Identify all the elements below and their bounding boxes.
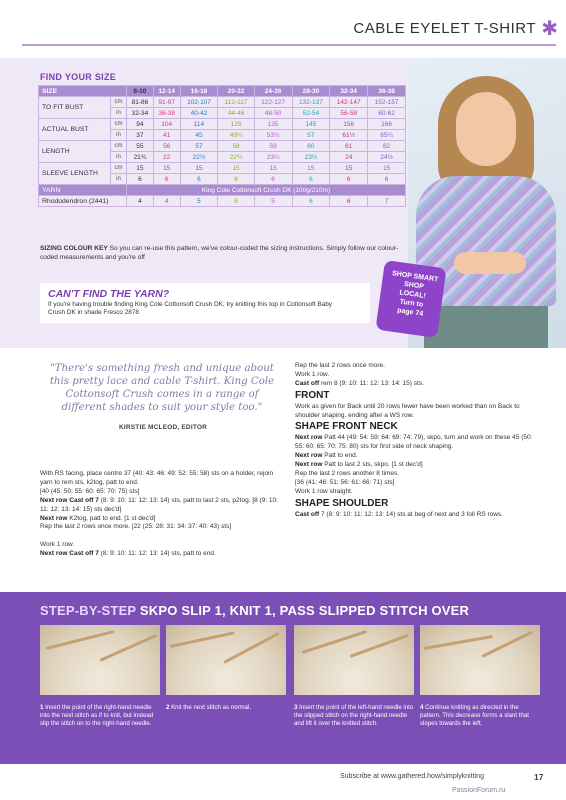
value-cell: 94 [127,119,154,130]
value-cell: 81-86 [127,97,154,108]
value-cell: 125 [218,119,254,130]
pattern-text: Next row Patt 44 (49: 54: 59: 64: 69: 74: 79), skpo, turn and work on these 45 (50: 55: 60: 65: 70: 75: 80) sts for first side of neck shaping. [295,434,533,451]
instruction-label: Next row Cast off 7 [40,550,99,558]
front-heading: FRONT [295,389,330,401]
needle-left [46,630,115,650]
instruction-label: Next row [295,434,323,442]
pattern-text: Rep the last 2 rows once more. [295,362,385,369]
step-photo [166,625,286,695]
step-photo [294,625,414,695]
find-your-size-heading: FIND YOUR SIZE [40,72,117,82]
size-header-row [39,86,406,97]
value-cell: 48-50 [254,108,292,119]
watermark: PassionForum.ru [452,787,506,794]
pattern-text: Work 1 row. [295,370,330,378]
size-cell: 36-38 [368,86,406,97]
value-cell: 15 [330,163,368,174]
pattern-text: Next row Cast off 7 (8: 9: 10: 11: 12: 13: 14) sts, patt to last 2 sts, p2tog. [8 (9: 10: 11: 12: 13: 14: 15) sts dec'd] [40,496,278,513]
shape-shoulder-heading: SHAPE SHOULDER [295,497,389,509]
pattern-left-column [40,470,280,559]
value-cell: 22 [153,152,180,163]
header-divider [22,44,556,46]
pattern-text: Cast off 7 (8: 9: 10: 11: 12: 13: 14) sts at beg of next and 3 foll RS rows. [295,510,503,518]
size-cell: 28-30 [292,86,330,97]
value-cell: 22¾ [218,152,254,163]
model-jeans [424,306,548,348]
value-cell: 15 [153,163,180,174]
step-by-step-title [40,603,469,618]
skpo-title: SKPO SLIP 1, KNIT 1, PASS SLIPPED STITCH OVER [136,603,470,618]
table-row [39,163,406,174]
step-photo [420,625,540,695]
row-label: TO FIT BUST [39,97,111,119]
value-cell: 142-147 [330,97,368,108]
quote-author: KIRSTIE MCLEOD, EDITOR [118,424,208,431]
size-cell: 32-34 [330,86,368,97]
value-cell: 23½ [292,152,330,163]
size-cell: 24-26 [254,86,292,97]
step-caption: 1 Insert the point of the right-hand needle into the next stitch as if to knit, but instead slip the stitch on to the right-hand needle. [40,704,154,727]
size-cell: 20-22 [218,86,254,97]
pattern-text: Next row Patt to end. [295,452,358,460]
pattern-text: Rep the last 2 rows another 8 times. [295,469,400,477]
pattern-right-column [295,362,535,520]
size-cell: 8-10 [127,86,154,97]
pattern-text: Next row Cast off 7 (8: 9: 10: 11: 12: 13: 14) sts, patt to end. [40,550,216,558]
value-cell: 104 [153,119,180,130]
needle-left [170,631,235,648]
pattern-text: Next row Patt to last 2 sts, skpo. [1 st dec'd] [295,461,423,469]
step-caption: 4 Continue knitting as directed in the pattern. This decrease forms a slant that slopes towards the left. [420,704,529,727]
value-cell: 62 [368,141,406,152]
value-cell: 6 [330,196,368,207]
tag-line: SHOP SMART [391,270,439,284]
value-cell: 132-137 [292,97,330,108]
value-cell: 23¼ [254,152,292,163]
page-number: 17 [534,772,544,782]
tag-line: SHOP [403,280,425,291]
value-cell: 53¼ [254,130,292,141]
value-cell: 166 [368,119,406,130]
page-title: CABLE EYELET T-SHIRT [353,20,536,37]
editor-quote: "There's something fresh and unique about this pretty lace and cable T-shirt. King Cole Cottonsoft Crush comes in a range of different shades to suit your style too." [49,363,275,413]
value-cell: 24 [330,152,368,163]
value-cell: 6 [153,174,180,185]
pattern-text: Work 1 row. [40,541,75,549]
value-cell: 6 [330,174,368,185]
sizing-key-label: SIZING COLOUR KEY [40,245,108,252]
unit-cell: cm [111,141,127,152]
model-arms [454,252,526,274]
step-photo [40,625,160,695]
value-cell: 112-117 [218,97,254,108]
value-cell: 21¾ [127,152,154,163]
value-cell: 15 [292,163,330,174]
value-cell: 44-46 [218,108,254,119]
value-cell: 5 [218,196,254,207]
value-cell: 135 [254,119,292,130]
pattern-text: Work as given for Back until 20 rows fewer have been worked than on Back to shoulder shaping, ending after a WS row. [295,402,520,419]
value-cell: 6 [292,196,330,207]
value-cell: 56 [153,141,180,152]
pattern-text: [36 (41: 46: 51: 56: 61: 66: 71) sts] [295,478,395,486]
needle-left [424,635,493,650]
value-cell: 102-107 [180,97,218,108]
instruction-label: Next row [40,514,68,522]
step-by-step-label: STEP-BY-STEP [40,603,137,618]
pattern-text: Cast off rem 8 (9: 10: 11: 12: 13: 14: 15) sts. [295,379,424,387]
pattern-text: Rep the last 2 rows once more. [22 (25: 28: 31: 34: 37: 40: 43) sts] [40,523,232,531]
value-cell: 152-157 [368,97,406,108]
pattern-text: Work 1 row straight. [295,487,353,495]
pattern-text: With RS facing, place centre 37 (40: 43: 46: 49: 52: 55: 58) sts on a holder, rejoin yarn to rem sts, k2tog, patt to end. [40,470,274,486]
value-cell: 114 [180,119,218,130]
step-caption: 2 Knit the next stitch as normal. [166,704,252,711]
value-cell: 91-97 [153,97,180,108]
size-label: SIZE [39,86,127,97]
unit-cell: in [111,174,127,185]
value-cell: 22½ [180,152,218,163]
value-cell: 61½ [330,130,368,141]
unit-cell: cm [111,163,127,174]
table-row [39,141,406,152]
value-cell: 6 [254,174,292,185]
shade-row [39,196,406,207]
value-cell: 156 [330,119,368,130]
value-cell: 6 [218,174,254,185]
tag-line: page 74 [396,307,424,318]
instruction-label: Cast off [295,510,320,518]
step-caption: 3 Insert the point of the left-hand needle into the slipped stitch on the right-hand needle and lift it over the knitted stitch. [294,704,414,727]
shape-front-neck-heading: SHAPE FRONT NECK [295,421,398,433]
value-cell: 24½ [368,152,406,163]
row-label: SLEEVE LENGTH [39,163,111,185]
step-number: 4 [420,704,424,711]
table-row [39,119,406,130]
value-cell: 58 [218,141,254,152]
value-cell: 65¼ [368,130,406,141]
instruction-label: Next row [295,452,323,460]
value-cell: 45 [180,130,218,141]
cant-find-heading: CAN'T FIND THE YARN? [48,288,170,300]
instruction-label: Cast off [295,379,320,387]
value-cell: 60 [292,141,330,152]
pattern-text: [40 (45: 50: 55: 60: 65: 70: 75) sts] [40,487,140,495]
subscribe-link[interactable]: Subscribe at www.gathered.how/simplyknitting [340,773,484,780]
size-cell: 12-14 [153,86,180,97]
value-cell: 60-62 [368,108,406,119]
step-by-step-panel [0,592,566,764]
page-header [0,0,566,48]
pattern-text: Next row K2tog, patt to end. [1 st dec'd] [40,514,156,522]
value-cell: 52-54 [292,108,330,119]
value-cell: 4 [153,196,180,207]
value-cell: 7 [368,196,406,207]
needle-right [223,632,279,664]
unit-cell: in [111,130,127,141]
instruction-label: Next row [295,461,323,469]
value-cell: 57 [180,141,218,152]
step-number: 1 [40,704,44,711]
tag-line: Turn to [399,298,424,309]
cant-find-yarn-box [40,283,370,323]
yarn-row [39,185,406,196]
value-cell: 145 [292,119,330,130]
value-cell: 41 [153,130,180,141]
value-cell: 6 [180,174,218,185]
value-cell: 37 [127,130,154,141]
size-table [38,85,406,207]
row-label: ACTUAL BUST [39,119,111,141]
value-cell: 15 [368,163,406,174]
value-cell: 49¼ [218,130,254,141]
value-cell: 61 [330,141,368,152]
unit-cell: cm [111,119,127,130]
unit-cell: in [111,152,127,163]
step-number: 2 [166,704,170,711]
value-cell: 36-38 [153,108,180,119]
value-cell: 15 [180,163,218,174]
unit-cell: cm [111,97,127,108]
sizing-colour-key [40,244,405,262]
value-cell: 40-42 [180,108,218,119]
value-cell: 6 [127,174,154,185]
tag-line: LOCAL! [399,289,427,300]
step-number: 3 [294,704,298,711]
cant-find-text: If you're having trouble finding King Cole Cottonsoft Crush DK, try knitting this top in Cottonsoft Baby Crush DK in shade Fresco 2878 [48,301,332,317]
needle-right [349,634,408,658]
instruction-label: Next row Cast off 7 [40,496,99,504]
value-cell: 122-127 [254,97,292,108]
value-cell: 5 [180,196,218,207]
value-cell: 4 [127,196,154,207]
shop-smart-tag [375,260,446,338]
sizing-key-text: So you can re-use this pattern, we've colour-coded the sizing instructions. Simply follow our colour-coded measurements and you're off [40,245,399,261]
value-cell: 32-34 [127,108,154,119]
yarn-label: YARN [39,185,127,196]
value-cell: 6 [292,174,330,185]
value-cell: 5 [254,196,292,207]
star-icon: ✱ [541,18,558,40]
shade-label: Rhododendron (2441) [39,196,127,207]
row-label: LENGTH [39,141,111,163]
size-cell: 16-18 [180,86,218,97]
value-cell: 6 [368,174,406,185]
value-cell: 55 [127,141,154,152]
value-cell: 15 [218,163,254,174]
unit-cell: in [111,108,127,119]
model-face [456,92,516,166]
needle-left [302,630,368,654]
value-cell: 57 [292,130,330,141]
yarn-name: King Cole Cottonsoft Crush DK (100g/210m) [127,185,406,196]
table-row [39,97,406,108]
value-cell: 56-58 [330,108,368,119]
needle-right [99,634,157,662]
value-cell: 59 [254,141,292,152]
value-cell: 15 [254,163,292,174]
value-cell: 15 [127,163,154,174]
